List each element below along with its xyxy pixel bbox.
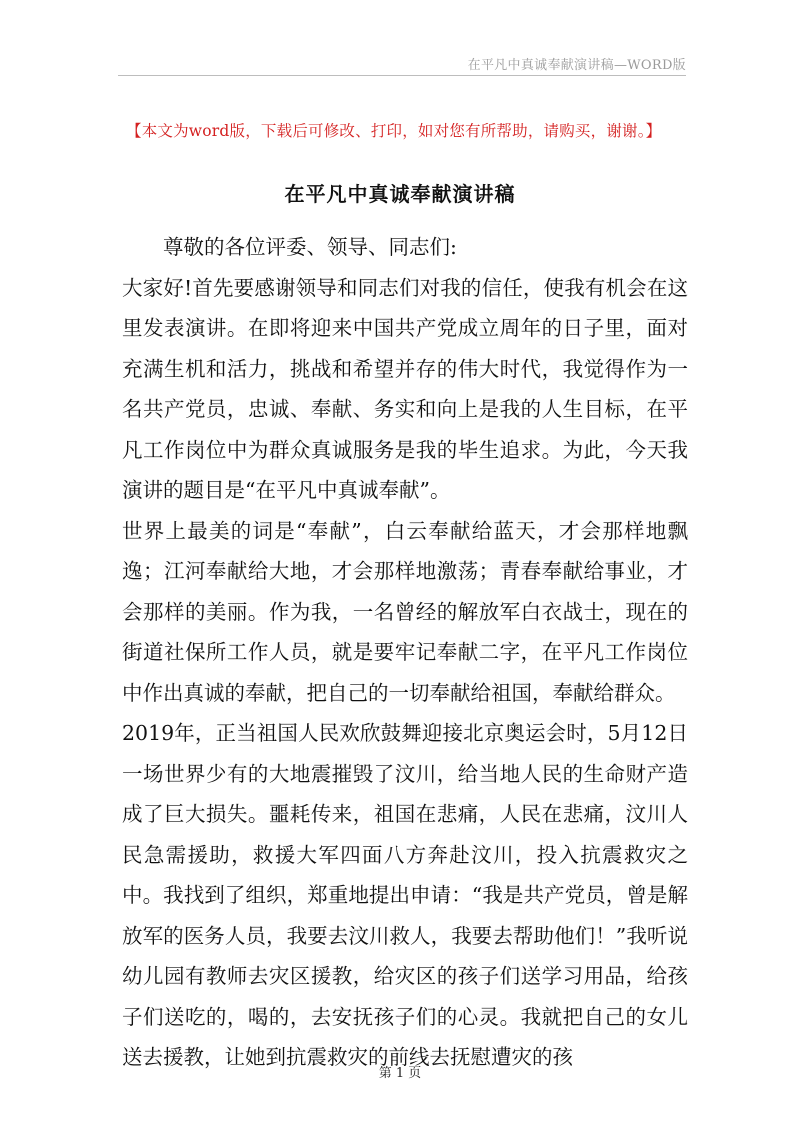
paragraph: 2019年，正当祖国人民欢欣鼓舞迎接北京奥运会时，5月12日一场世界少有的大地震摧毁了汶川，给当地人民的生命财产造成了巨大损失。噩耗传来，祖国在悲痛，人民在悲痛，汶川人民急需援助，救援大军四面八方奔赴汶川，投入抗震救灾之中。我找到了组织，郑重地提出申请：“我是共产党员，曾是解放军的医务人员，我要去汶川救人，我要去帮助他们！”我听说幼儿园有教师去灾区援教，给灾区的孩子们送学习用品，给孩子们送吃的，喝的，去安抚孩子们的心灵。我就把自己的女儿送去援教，让她到抗震救灾的前线去抚慰遭灾的孩 [122,721,688,1069]
salutation: 尊敬的各位评委、领导、同志们: [163,235,457,259]
page-number: 第 1 页 [378,1066,422,1081]
paragraph: 世界上最美的词是“奉献”，白云奉献给蓝天，才会那样地飘逸；江河奉献给大地，才会那样地激荡；青春奉献给事业，才会那样的美丽。作为我，一名曾经的解放军白衣战士，现在的街道社保所工作人员，就是要牢记奉献二字，在平凡工作岗位中作出真诚的奉献，把自己的一切奉献给祖国，奉献给群众。 [122,518,688,705]
document-body [122,227,688,1078]
paragraph: 大家好!首先要感谢领导和同志们对我的信任，使我有机会在这里发表演讲。在即将迎来中国共产党成立周年的日子里，面对充满生机和活力，挑战和希望并存的伟大时代，我觉得作为一名共产党员，忠诚、奉献、务实和向上是我的人生目标，在平凡工作岗位中为群众真诚服务是我的毕生追求。为此，今天我演讲的题目是“在平凡中真诚奉献”。 [122,275,688,502]
header-divider [118,75,686,76]
document-title: 在平凡中真诚奉献演讲稿 [284,182,516,206]
running-header: 在平凡中真诚奉献演讲稿—WORD版 [467,58,686,73]
download-notice: 【本文为word版，下载后可修改、打印，如对您有所帮助，请购买，谢谢。】 [126,122,662,140]
